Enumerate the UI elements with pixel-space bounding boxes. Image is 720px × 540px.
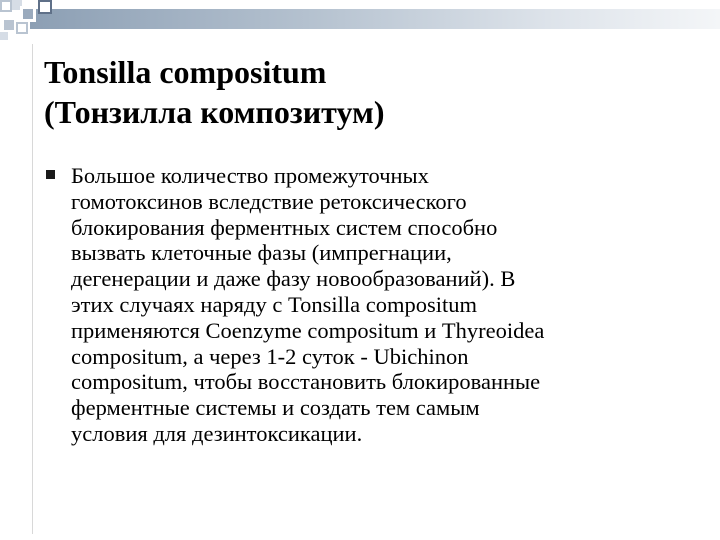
square-bullet-icon <box>46 170 55 179</box>
decor-square-icon <box>4 20 14 30</box>
bullet-line: Большое количество промежуточных <box>71 163 429 188</box>
title-line: Tonsilla compositum <box>44 54 327 90</box>
header-decoration <box>0 0 720 60</box>
title-line: (Тонзилла композитум) <box>44 94 385 130</box>
bullet-line: вызвать клеточные фазы (импрегнации, <box>71 240 452 266</box>
bullet-line: применяются Coenzyme compositum и Thyreoidea <box>71 317 545 343</box>
slide-title <box>44 52 684 132</box>
bullet-line: блокирования ферментных систем способно <box>71 214 498 240</box>
header-gradient-bar <box>30 9 720 29</box>
bullet-text <box>71 163 683 447</box>
decor-square-icon <box>0 0 12 12</box>
decor-square-icon <box>38 0 52 14</box>
decor-square-icon <box>20 6 36 22</box>
left-rule <box>32 44 33 534</box>
bullet-line: compositum, чтобы восстановить блокированные <box>71 369 541 395</box>
bullet-line: дегенерации и даже фазу новообразований). В <box>71 266 516 292</box>
bullet-line: гомотоксинов вследствие ретоксического <box>71 188 467 214</box>
bullet-line: этих случаях наряду с Tonsilla compositum <box>71 291 477 317</box>
bullet-line: compositum, а через 1-2 суток - Ubichinon <box>71 343 469 369</box>
bullet-line: ферментные системы и создать тем самым <box>71 395 480 421</box>
bullet-line: условия для дезинтоксикации. <box>71 420 363 446</box>
decor-square-icon <box>16 22 28 34</box>
decor-square-icon <box>0 32 8 40</box>
